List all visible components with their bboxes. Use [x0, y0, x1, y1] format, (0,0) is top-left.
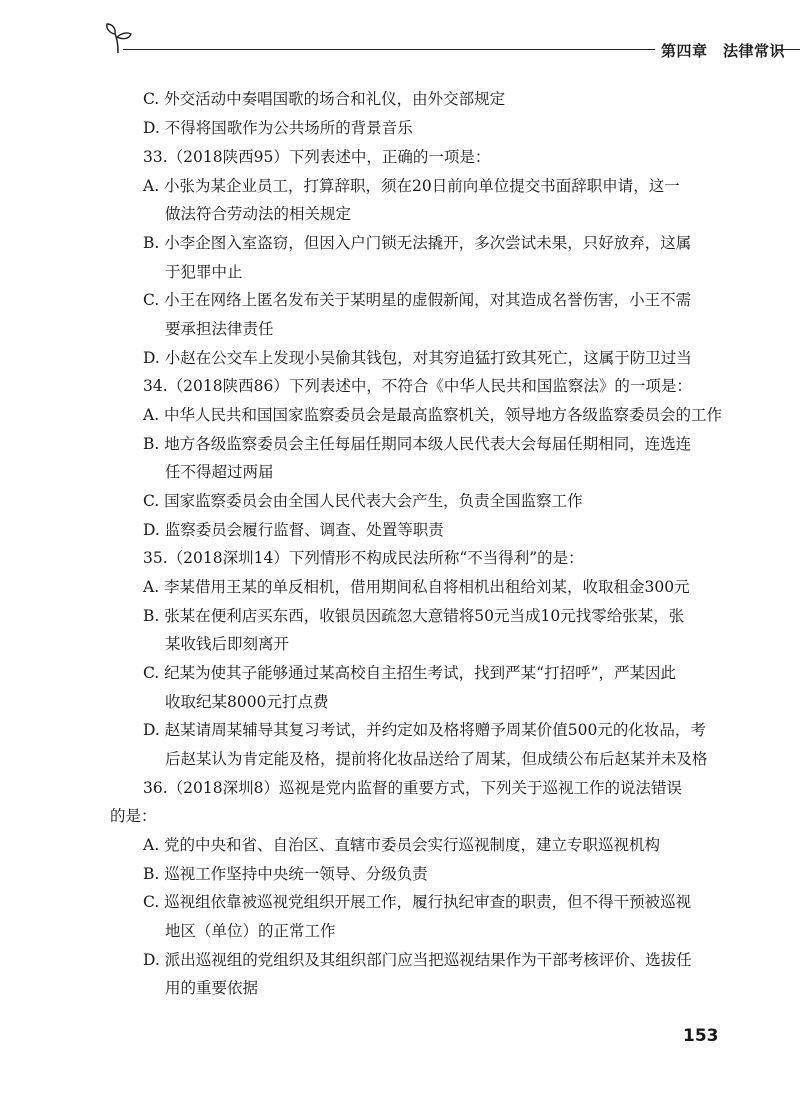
option-line-continued: 任不得超过两届 [165, 463, 274, 481]
option-line-continued: 要承担法律责任 [165, 320, 274, 338]
chapter-title: 第四章 法律常识 [661, 42, 786, 60]
question-line-continued: 的是： [110, 807, 157, 825]
option-line-continued: 某收钱后即刻离开 [165, 635, 290, 653]
option-line: A. 中华人民共和国国家监察委员会是最高监察机关，领导地方各级监察委员会的工作 [143, 406, 723, 424]
option-line-continued: 收取纪某8000元打点费 [165, 693, 329, 711]
option-line: D. 小赵在公交车上发现小吴偷其钱包，对其穷追猛打致其死亡，这属于防卫过当 [143, 349, 692, 367]
page-number: 153 [683, 1026, 719, 1046]
option-line-continued: 地区（单位）的正常工作 [165, 922, 336, 940]
option-line-continued: 后赵某认为肯定能及格，提前将化妆品送给了周某，但成绩公布后赵某并未及格 [165, 750, 708, 768]
header-rule-right [777, 49, 800, 50]
option-line: C. 国家监察委员会由全国人民代表大会产生，负责全国监察工作 [143, 492, 583, 510]
question-line: 35.（2018深圳14）下列情形不构成民法所称“不当得利”的是： [143, 549, 584, 567]
question-line: 36.（2018深圳8）巡视是党内监督的重要方式，下列关于巡视工作的说法错误 [143, 779, 682, 797]
option-line: C. 小王在网络上匿名发布关于某明星的虚假新闻，对其造成名誉伤害，小王不需 [143, 291, 692, 309]
option-line: D. 不得将国歌作为公共场所的背景音乐 [143, 119, 413, 137]
option-line: C. 巡视组依靠被巡视党组织开展工作，履行执纪审查的职责，但不得干预被巡视 [143, 893, 692, 911]
option-line-continued: 于犯罪中止 [165, 263, 243, 281]
option-line: B. 巡视工作坚持中央统一领导、分级负责 [143, 865, 428, 883]
option-line: D. 赵某请周某辅导其复习考试，并约定如及格将赠予周某价值500元的化妆品，考 [143, 721, 706, 739]
option-line: C. 外交活动中奏唱国歌的场合和礼仪，由外交部规定 [143, 90, 506, 108]
option-line: B. 小李企图入室盗窃，但因入户门锁无法撬开，多次尝试未果，只好放弃，这属 [143, 234, 692, 252]
option-line: C. 纪某为使其子能够通过某高校自主招生考试，找到严某“打招呼”，严某因此 [143, 664, 677, 682]
option-line: A. 党的中央和省、自治区、直辖市委员会实行巡视制度，建立专职巡视机构 [143, 836, 661, 854]
running-header [105, 18, 795, 58]
option-line: D. 监察委员会履行监督、调查、处置等职责 [143, 521, 444, 539]
header-rule [123, 49, 655, 50]
option-line: B. 地方各级监察委员会主任每届任期同本级人民代表大会每届任期相同，连选连 [143, 435, 692, 453]
option-line: B. 张某在便利店买东西，收银员因疏忽大意错将50元当成10元找零给张某，张 [143, 607, 685, 625]
question-line: 33.（2018陕西95）下列表述中，正确的一项是： [143, 148, 491, 166]
question-line: 34.（2018陕西86）下列表述中，不符合《中华人民共和国监察法》的一项是： [143, 377, 692, 395]
option-line: A. 李某借用王某的单反相机，借用期间私自将相机出租给刘某，收取租金300元 [143, 578, 690, 596]
option-line: D. 派出巡视组的党组织及其组织部门应当把巡视结果作为干部考核评价、选拔任 [143, 951, 692, 969]
option-line-continued: 做法符合劳动法的相关规定 [165, 205, 352, 223]
sprout-icon [105, 22, 133, 56]
option-line: A. 小张为某企业员工，打算辞职，须在20日前向单位提交书面辞职申请，这一 [143, 177, 680, 195]
option-line-continued: 用的重要依据 [165, 979, 259, 997]
